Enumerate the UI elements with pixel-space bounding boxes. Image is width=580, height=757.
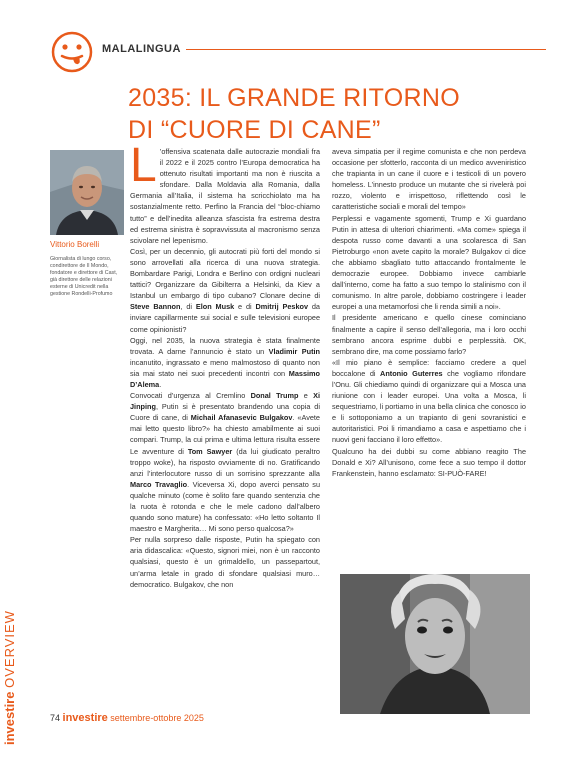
author-photo <box>50 150 124 235</box>
paragraph: Perplessi e vagamente sgomenti, Trump e Xi guardano Putin in attesa di ulteriori chiarimenti. «Ma come» spiega il despota russo come davanti a una scolaresca di San Pietroburgo «non avete capito la morale? Bulgakov ci dice che abbiamo sbagliato tutto attaccando frontalmente le democrazie europee. Dobbiamo invece cambiarle dall’interno, come ha fatto a suo tempo lo stalinismo con il comunismo. In altre parole, dobbiamo costringere i leader europei a una metamorfosi che li renda simili a noi». <box>332 213 526 312</box>
author-bio: Giornalista di lungo corso, condirettore de Il Mondo, fondatore e direttore di Cast, già direttore delle relazioni esterne di Unicredit nella gestione Rondelli-Profumo <box>50 256 118 297</box>
film-still-photo <box>340 574 530 714</box>
paragraph: Per nulla sorpreso dalle risposte, Putin ha spiegato con aria didascalica: «Questo, signori miei, non è un racconto qualsiasi, questo è un grimaldello, un passepartout, un’arma letale in grado di sfondare qualsiasi muro… democratico. Bulgakov, che non <box>130 535 320 589</box>
section-tag: MALALINGUA <box>102 43 181 55</box>
tongue-out-face-icon <box>50 30 94 74</box>
magazine-name: investire <box>62 712 108 724</box>
paragraph: ’offensiva scatenata dalle autocrazie mondiali fra il 2022 e il 2025 contro l’Europa democratica ha ottenuto risultati importanti ma non è riuscita a sfondare. Dalla Moldavia alla Romania, dalla Germania all’Italia, il sistema ha scricchiolato ma ha sostanzialmente retto. Perfino la Francia del “bloc-chiamo tutto” e dell’inedita alleanza sfascista fra estrema destra ed estrema sinistra è sopravvissuta al macronismo senza scivolare nel lepenismo. <box>130 147 320 245</box>
page-footer <box>50 712 204 724</box>
paragraph: Qualcuno ha dei dubbi su come abbiano reagito The Donald e Xi? All’unisono, come fece a suo tempo il dottor Frankenstein, hanno esclamato: SI-PUÒ-FARE! <box>332 446 526 478</box>
page-number: 74 <box>50 713 61 723</box>
headline-line-1: 2035: IL GRANDE RITORNO <box>128 84 460 112</box>
issue-date: settembre-ottobre 2025 <box>110 713 204 723</box>
section-rule <box>186 49 546 50</box>
article-column-1 <box>130 139 321 590</box>
paragraph: Oggi, nel 2035, la nuova strategia è stata finalmente trovata. A darne l’annuncio è stato un Vladimir Putin incanutito, ingrassato e meno malmostoso di quanto non sia mai stato nei suoi precedenti incontri con Massimo D’Alema. <box>130 335 321 389</box>
headline <box>128 82 528 146</box>
article-column-2 <box>332 146 526 479</box>
paragraph: Così, per un decennio, gli autocrati più forti del mondo si sono arrovellati alla ricerca di una nuova strategia. Bombardare Parigi, Londra e Berlino con ordigni nucleari tattici? Organizzare da Gibilterra a Helsinki, da Kiev a Istanbul un embargo di tipo cubano? Clonare decine di Steve Bannon, di Elon Musk e di Dmitrij Peskov da inviare capillarmente sui social e sulle televisioni europee come opinionisti? <box>130 246 320 334</box>
paragraph: Convocati d’urgenza al Cremlino Donal Trump e Xi Jinping, Putin si è presentato brandendo una copia di Cuore di cane, di Michail Afanasevic Bulgakov. «Avete mai letto questo libro?» ha chiesto amabilmente ai suoi compari. Trump, la cui prima e ultima lettura risulta essere Le avventure di Tom Sawyer (da lui giudicato peraltro troppo woke), ha risposto ovviamente di no. Gratificando anzi l’interlocutore russo di un sorrisino sprezzante alla Marco Travaglio. Viceversa Xi, dopo averci pensato su qualche minuto (come è solito fare quando sentenzia che la ruota è rotonda e che le mele cadono dall’albero quando sono mature) ha confessato: «Ho letto soltanto Il maestro e Margherita… Mi sono perso qualcosa?» <box>130 391 321 534</box>
headline-line-2: DI “CUORE DI CANE” <box>128 116 381 144</box>
paragraph: aveva simpatia per il regime comunista e che non perdeva occasione per sfotterlo, racconta di un medico avveniristico che trapianta in un cane il cuore e i testicoli di un povero homeless. L’innesto produce un mutante che si rivelerà poi rozzo, violento e irrispettoso, riflettendo così le caratteristiche sociali e morali del tempo» <box>332 147 526 212</box>
drop-cap: L <box>130 139 157 192</box>
author-name: Vittorio Borelli <box>50 240 100 249</box>
vertical-brand-name: investire <box>2 691 17 745</box>
paragraph: «Il mio piano è semplice: facciamo credere a quel boccalone di Antonio Guterres che vogliamo rifondare l’Onu. Gli chiediamo quindi di organizzare qui a Mosca una riunione con i leader europei. Una volta a Mosca, li sequestriamo, li portiamo in una bella clinica che conosco io e li sottoponiamo a un trapianto di geni sovranistici e autoritaristici. Poi li rimandiamo a casa e aspettiamo che i nuovi geni facciano il loro effetto». <box>332 357 526 445</box>
vertical-brand-section: OVERVIEW <box>2 610 17 688</box>
vertical-brand <box>2 605 24 745</box>
paragraph: Il presidente americano e quello cinese cominciano finalmente a capire il senso dell’allegoria, ma i loro occhi sembrano ancora esprime dubbi e perplessità. OK, sembrano dire, ma come possiamo farlo? <box>332 313 526 356</box>
